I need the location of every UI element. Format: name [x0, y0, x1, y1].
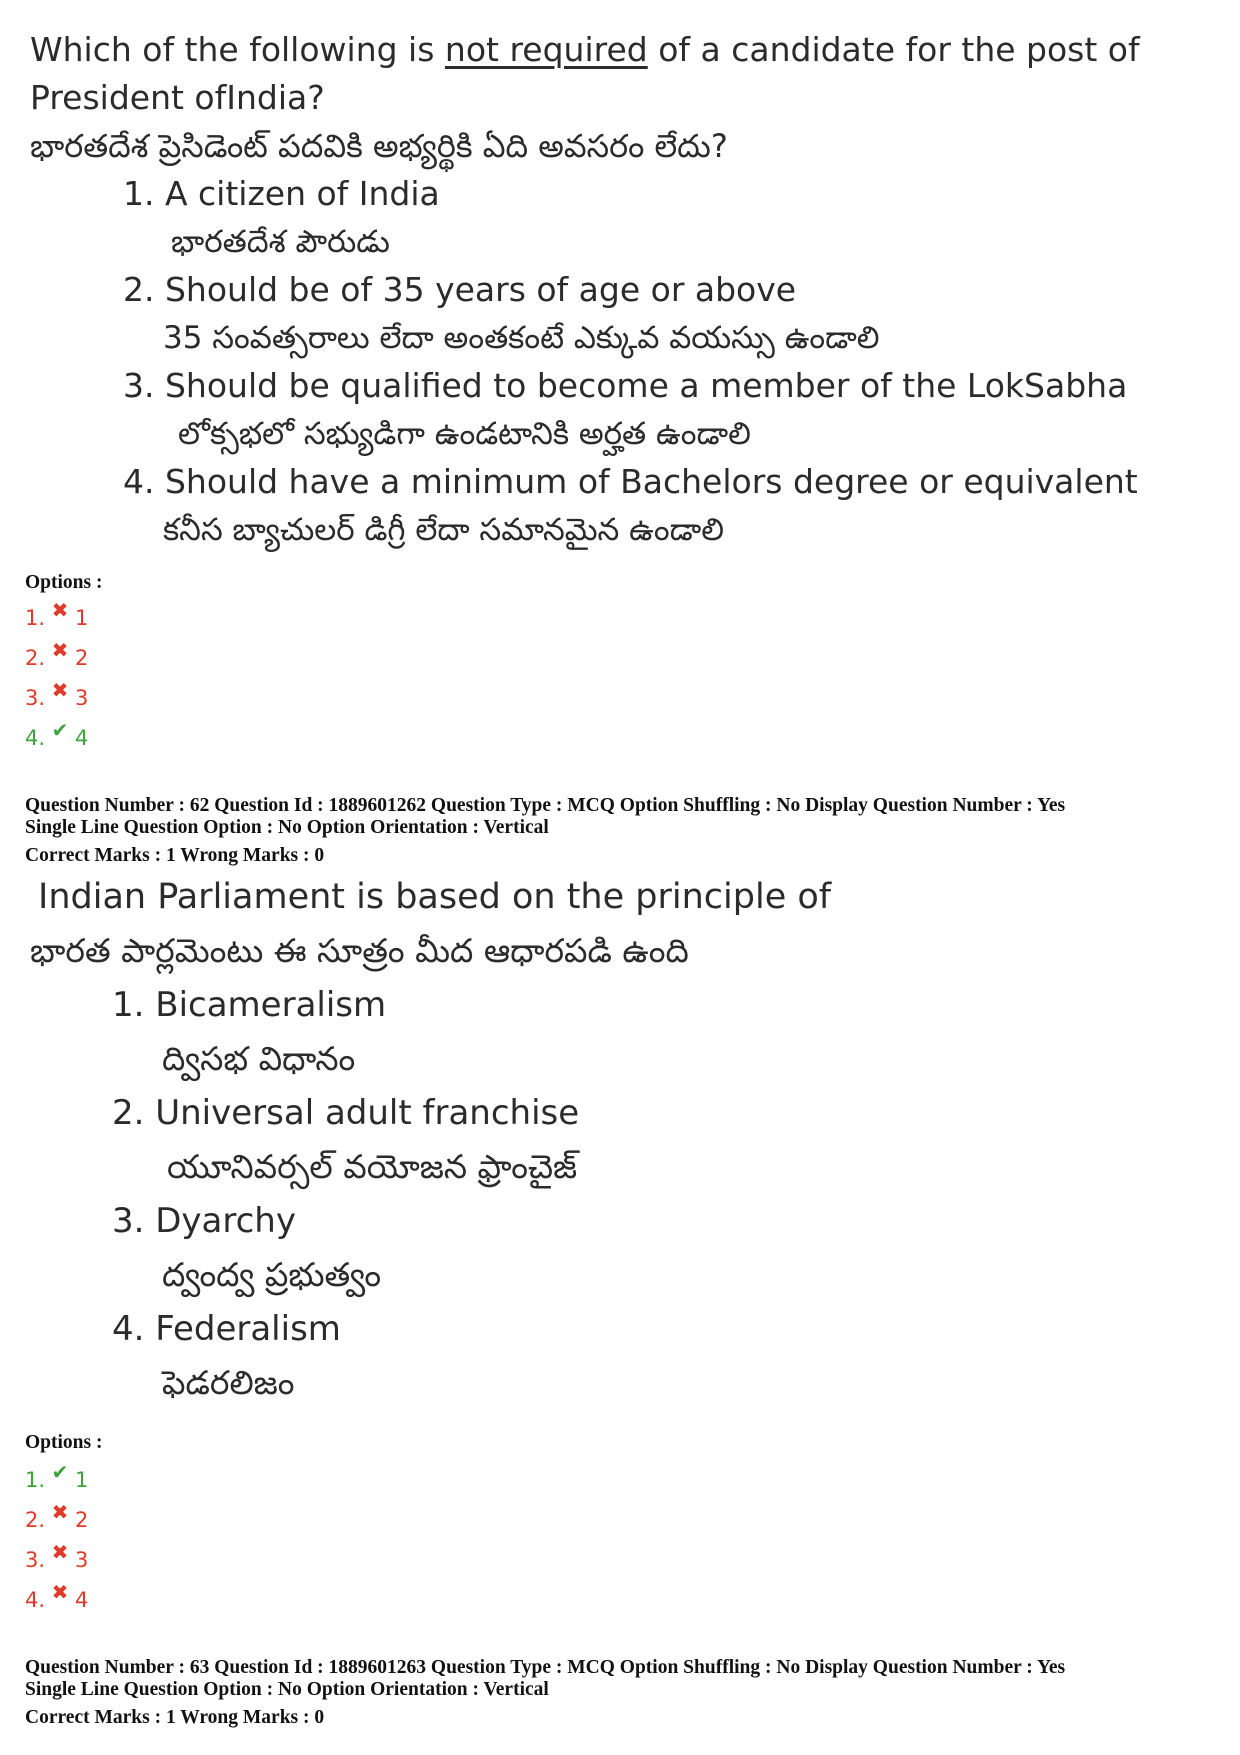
options-label: Options : — [25, 1432, 103, 1453]
option-1: 1. ✔ 1 — [25, 1460, 89, 1492]
cross-icon: ✖ — [51, 638, 69, 662]
option-1: 1. ✖ 1 — [25, 598, 89, 630]
statement-2-te: యూనివర్సల్ వయోజన ఫ్రాంచైజ్ — [167, 1147, 578, 1186]
question-title: Indian Parliament is based on the principle of — [38, 877, 832, 917]
check-icon: ✔ — [51, 1460, 69, 1484]
cross-icon: ✖ — [51, 678, 69, 702]
question-meta-line2: Single Line Question Option : No Option Orientation : Vertical — [25, 1679, 549, 1700]
statement-1-en: 1. A citizen of India — [123, 174, 440, 213]
statement-4-en: 4. Should have a minimum of Bachelors degree or equivalent — [123, 462, 1138, 501]
cross-icon: ✖ — [51, 1540, 69, 1564]
statement-2-en: 2. Universal adult franchise — [112, 1093, 580, 1133]
statement-3-te: లోక్సభలో సభ్యుడిగా ఉండటానికి అర్హత ఉండాలి — [178, 416, 751, 452]
question-meta: Question Number : 63 Question Id : 1889601263 Question Type : MCQ Option Shuffling : No Display Question Number : Yes — [25, 1657, 1066, 1678]
question-meta-line2: Single Line Question Option : No Option Orientation : Vertical — [25, 817, 549, 838]
statement-4-en: 4. Federalism — [112, 1309, 341, 1349]
option-4: 4. ✔ 4 — [25, 718, 89, 750]
question-title-telugu: భారతదేశ ప్రెసిడెంట్ పదవికి అభ్యర్థికి ఏది అవసరం లేదు? — [30, 127, 728, 165]
check-icon: ✔ — [51, 718, 69, 742]
statement-2-en: 2. Should be of 35 years of age or above — [123, 270, 797, 309]
statement-1-te: ద్విసభ విధానం — [162, 1039, 356, 1078]
option-3: 3. ✖ 3 — [25, 678, 89, 710]
title-underlined: not required — [444, 30, 648, 69]
statement-3-en: 3. Should be qualified to become a member of the LokSabha — [123, 366, 1128, 405]
option-2: 2. ✖ 2 — [25, 638, 89, 670]
option-4: 4. ✖ 4 — [25, 1580, 89, 1612]
question-61-image — [30, 26, 1140, 554]
option-2: 2. ✖ 2 — [25, 1500, 89, 1532]
cross-icon: ✖ — [51, 1580, 69, 1604]
statement-4-te: కనీస బ్యాచులర్ డిగ్రీ లేదా సమానమైన ఉండాలి — [163, 512, 724, 548]
question-title — [30, 26, 1140, 74]
statement-3-te: ద్వంద్వ ప్రభుత్వం — [162, 1255, 382, 1294]
statement-1-te: భారతదేశ పౌరుడు — [171, 224, 390, 260]
statement-1-en: 1. Bicameralism — [112, 985, 387, 1025]
question-meta: Question Number : 62 Question Id : 1889601262 Question Type : MCQ Option Shuffling : No Display Question Number : Yes — [25, 795, 1066, 816]
cross-icon: ✖ — [51, 1500, 69, 1524]
option-3: 3. ✖ 3 — [25, 1540, 89, 1572]
title-suffix: of a candidate for the post of — [647, 30, 1140, 69]
question-title-line2: President ofIndia? — [30, 78, 325, 117]
marks-info: Correct Marks : 1 Wrong Marks : 0 — [25, 845, 325, 866]
title-prefix: Which of the following is — [30, 30, 445, 69]
statement-4-te: ఫెడరలిజం — [162, 1363, 295, 1402]
question-62-image — [30, 870, 832, 1410]
cross-icon: ✖ — [51, 598, 69, 622]
question-title-telugu: భారత పార్లమెంటు ఈ సూత్రం మీద ఆధారపడి ఉంది — [30, 931, 689, 970]
statement-2-te: 35 సంవత్సరాలు లేదా అంతకంటే ఎక్కువ వయస్సు ఉండాలి — [163, 320, 880, 356]
marks-info: Correct Marks : 1 Wrong Marks : 0 — [25, 1707, 325, 1728]
options-label: Options : — [25, 572, 103, 593]
statement-3-en: 3. Dyarchy — [112, 1201, 296, 1241]
